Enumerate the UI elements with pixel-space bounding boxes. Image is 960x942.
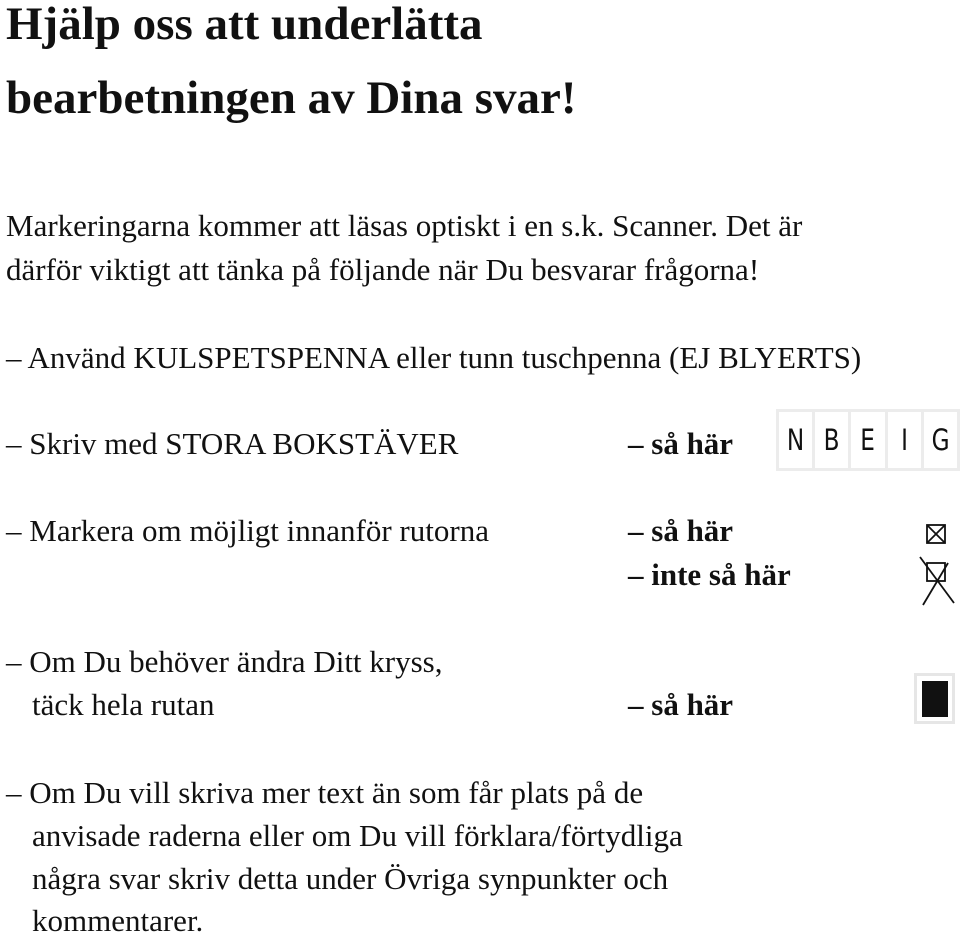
checked-box-icon	[922, 520, 950, 553]
example-letter: E	[860, 423, 876, 457]
instruction-more-line-1: – Om Du vill skriva mer text än som får plats på de	[6, 775, 644, 810]
instruction-more-line-4: kommentarer.	[32, 903, 204, 938]
capitals-example-label: – så här	[628, 426, 734, 461]
instruction-capitals: – Skriv med STORA BOKSTÄVER	[6, 426, 459, 461]
instruction-change-line-1: – Om Du behöver ändra Ditt kryss,	[6, 644, 443, 679]
example-letter: I	[900, 423, 908, 457]
instruction-change-line-2: täck hela rutan	[32, 687, 215, 722]
mark-correct-label: – så här	[628, 513, 734, 548]
mark-wrong-label: – inte så här	[628, 557, 791, 592]
intro-line-2: därför viktigt att tänka på följande när Du besvarar frågorna!	[6, 252, 760, 287]
instruction-pen: – Använd KULSPETSPENNA eller tunn tuschpenna (EJ BLYERTS)	[6, 340, 862, 375]
example-letter: B	[823, 423, 840, 457]
example-letter-boxes	[776, 409, 960, 471]
example-letter: G	[931, 423, 950, 457]
page-title-line-1: Hjälp oss att underlätta	[6, 0, 483, 50]
instruction-more-line-3: några svar skriv detta under Övriga synpunkter och	[32, 861, 669, 896]
instruction-more-line-2: anvisade raderna eller om Du vill förklara/förtydliga	[32, 818, 683, 853]
page-title-line-2: bearbetningen av Dina svar!	[6, 72, 577, 124]
change-example-label: – så här	[628, 687, 734, 722]
example-letter: N	[786, 423, 805, 457]
instruction-mark: – Markera om möjligt innanför rutorna	[6, 513, 489, 548]
filled-box-icon	[914, 673, 956, 730]
overdrawn-cross-icon	[914, 555, 960, 612]
intro-line-1: Markeringarna kommer att läsas optiskt i en s.k. Scanner. Det är	[6, 208, 803, 243]
